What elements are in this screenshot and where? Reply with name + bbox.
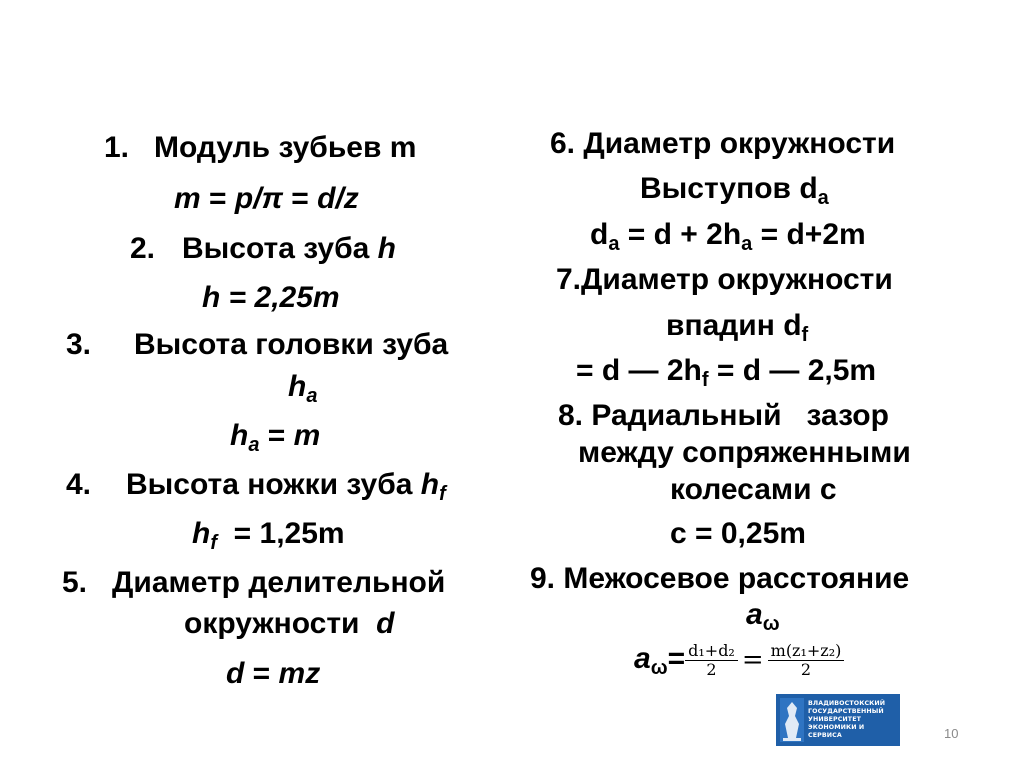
item-4 (66, 468, 446, 505)
formula-2 (202, 281, 340, 315)
op: = (259, 419, 294, 452)
op: = (200, 182, 235, 215)
item-7 (556, 263, 893, 297)
item-text: колесами с (670, 473, 837, 506)
var-m: m (293, 419, 321, 452)
var-p: p (234, 182, 254, 215)
formula-1 (174, 182, 359, 216)
item-text: Диаметр делительной (112, 566, 446, 599)
op: / (335, 182, 344, 215)
item-text: Высота зуба (182, 232, 378, 265)
item-8 (558, 399, 889, 433)
item-text: 8. Радиальный зазор (558, 399, 889, 432)
fraction-1 (685, 642, 738, 679)
item-number: 4. (66, 468, 92, 501)
formula-4 (192, 517, 345, 554)
var-h: h (192, 517, 211, 550)
formula-text: = d + 2h (619, 218, 742, 251)
item-text: Выступов d (640, 172, 818, 205)
op: = (244, 657, 279, 690)
item-5 (62, 566, 445, 600)
var-h: h (202, 281, 221, 314)
fraction-denominator: 2 (706, 659, 717, 679)
university-logo (776, 694, 900, 746)
var-m: m (174, 182, 201, 215)
subscript: ω (650, 657, 668, 679)
var-mz: mz (278, 657, 321, 690)
item-text: Высота ножки зуба (126, 468, 421, 501)
item-number: 3. (66, 328, 92, 361)
subscript: a (306, 385, 318, 407)
var-z: z (343, 182, 359, 215)
formula-9 (634, 634, 844, 685)
item-text: между сопряженными (578, 436, 911, 469)
logo-line: ГОСУДАРСТВЕННЫЙ (808, 708, 884, 715)
logo-line: УНИВЕРСИТЕТ (808, 716, 861, 723)
subscript: ω (762, 613, 780, 635)
fraction-denominator: 2 (800, 659, 812, 679)
item-7-line2 (666, 309, 809, 346)
logo-line: ВЛАДИВОСТОКСКИЙ (808, 700, 886, 707)
logo-line: СЕРВИСА (808, 732, 842, 739)
var-a: a (746, 598, 763, 631)
item-text: впадин d (666, 309, 802, 342)
var-d: d (317, 182, 336, 215)
item-text: 6. Диаметр окружности (550, 127, 896, 160)
item-text: 7.Диаметр окружности (556, 263, 893, 296)
item-var: h (377, 232, 396, 265)
subscript: f (701, 369, 709, 391)
fraction-numerator: d₁+d₂ (685, 642, 738, 661)
item-text: Модуль зубьев m (154, 131, 417, 164)
subscript: a (817, 187, 829, 209)
subscript: f (801, 324, 809, 346)
page-number: 10 (944, 726, 959, 741)
var-pi: π (261, 182, 283, 215)
item-text: Высота головки зуба (134, 328, 449, 361)
emblem-icon (778, 694, 806, 746)
item-number: 5. (62, 566, 88, 599)
formula-5 (226, 657, 320, 691)
item-6 (550, 127, 895, 161)
logo-text (808, 700, 885, 740)
var-d: d (590, 218, 609, 251)
item-1 (104, 131, 416, 165)
item-6-line2 (640, 172, 829, 209)
item-text: окружности (184, 607, 377, 640)
item-9-var (746, 598, 780, 635)
subscript: f (210, 532, 217, 554)
logo-line: ЭКОНОМИКИ И (808, 724, 865, 731)
item-number: 2. (130, 232, 156, 265)
var-a: a (634, 642, 651, 675)
formula-8 (670, 517, 806, 551)
formula-text: с = 0,25m (670, 517, 806, 550)
subscript: f (439, 483, 446, 505)
var-h: h (420, 468, 440, 501)
item-3 (66, 328, 448, 362)
item-text: 9. Межосевое расстояние (530, 562, 910, 595)
op: = (667, 642, 686, 675)
formula-text: = d — 2,5m (708, 354, 877, 387)
item-number: 1. (104, 131, 130, 164)
formula-text: = d+2m (752, 218, 866, 251)
formula-3 (230, 419, 321, 456)
item-9 (530, 562, 909, 596)
formula-6 (590, 218, 866, 255)
fraction-2 (768, 642, 845, 679)
item-2 (130, 232, 396, 266)
item-3-var (288, 370, 318, 407)
formula-rest: = 1,25m (217, 517, 345, 550)
var-h: h (230, 419, 249, 452)
item-5-line2 (184, 607, 394, 641)
op: / (253, 182, 262, 215)
formula-text: = d — 2h (576, 354, 702, 387)
subscript: a (741, 233, 753, 255)
formula-7 (576, 354, 877, 391)
var-d: d (376, 607, 395, 640)
item-8-line2 (578, 436, 911, 470)
var-d: d (226, 657, 245, 690)
subscript: a (248, 434, 260, 456)
op: = (282, 182, 318, 215)
subscript: a (608, 233, 620, 255)
op: = (741, 645, 764, 676)
item-8-line3 (670, 473, 837, 507)
formula-rest: = 2,25m (220, 281, 340, 314)
fraction-numerator: m(z₁+z₂) (768, 642, 845, 661)
var-h: h (288, 370, 307, 403)
